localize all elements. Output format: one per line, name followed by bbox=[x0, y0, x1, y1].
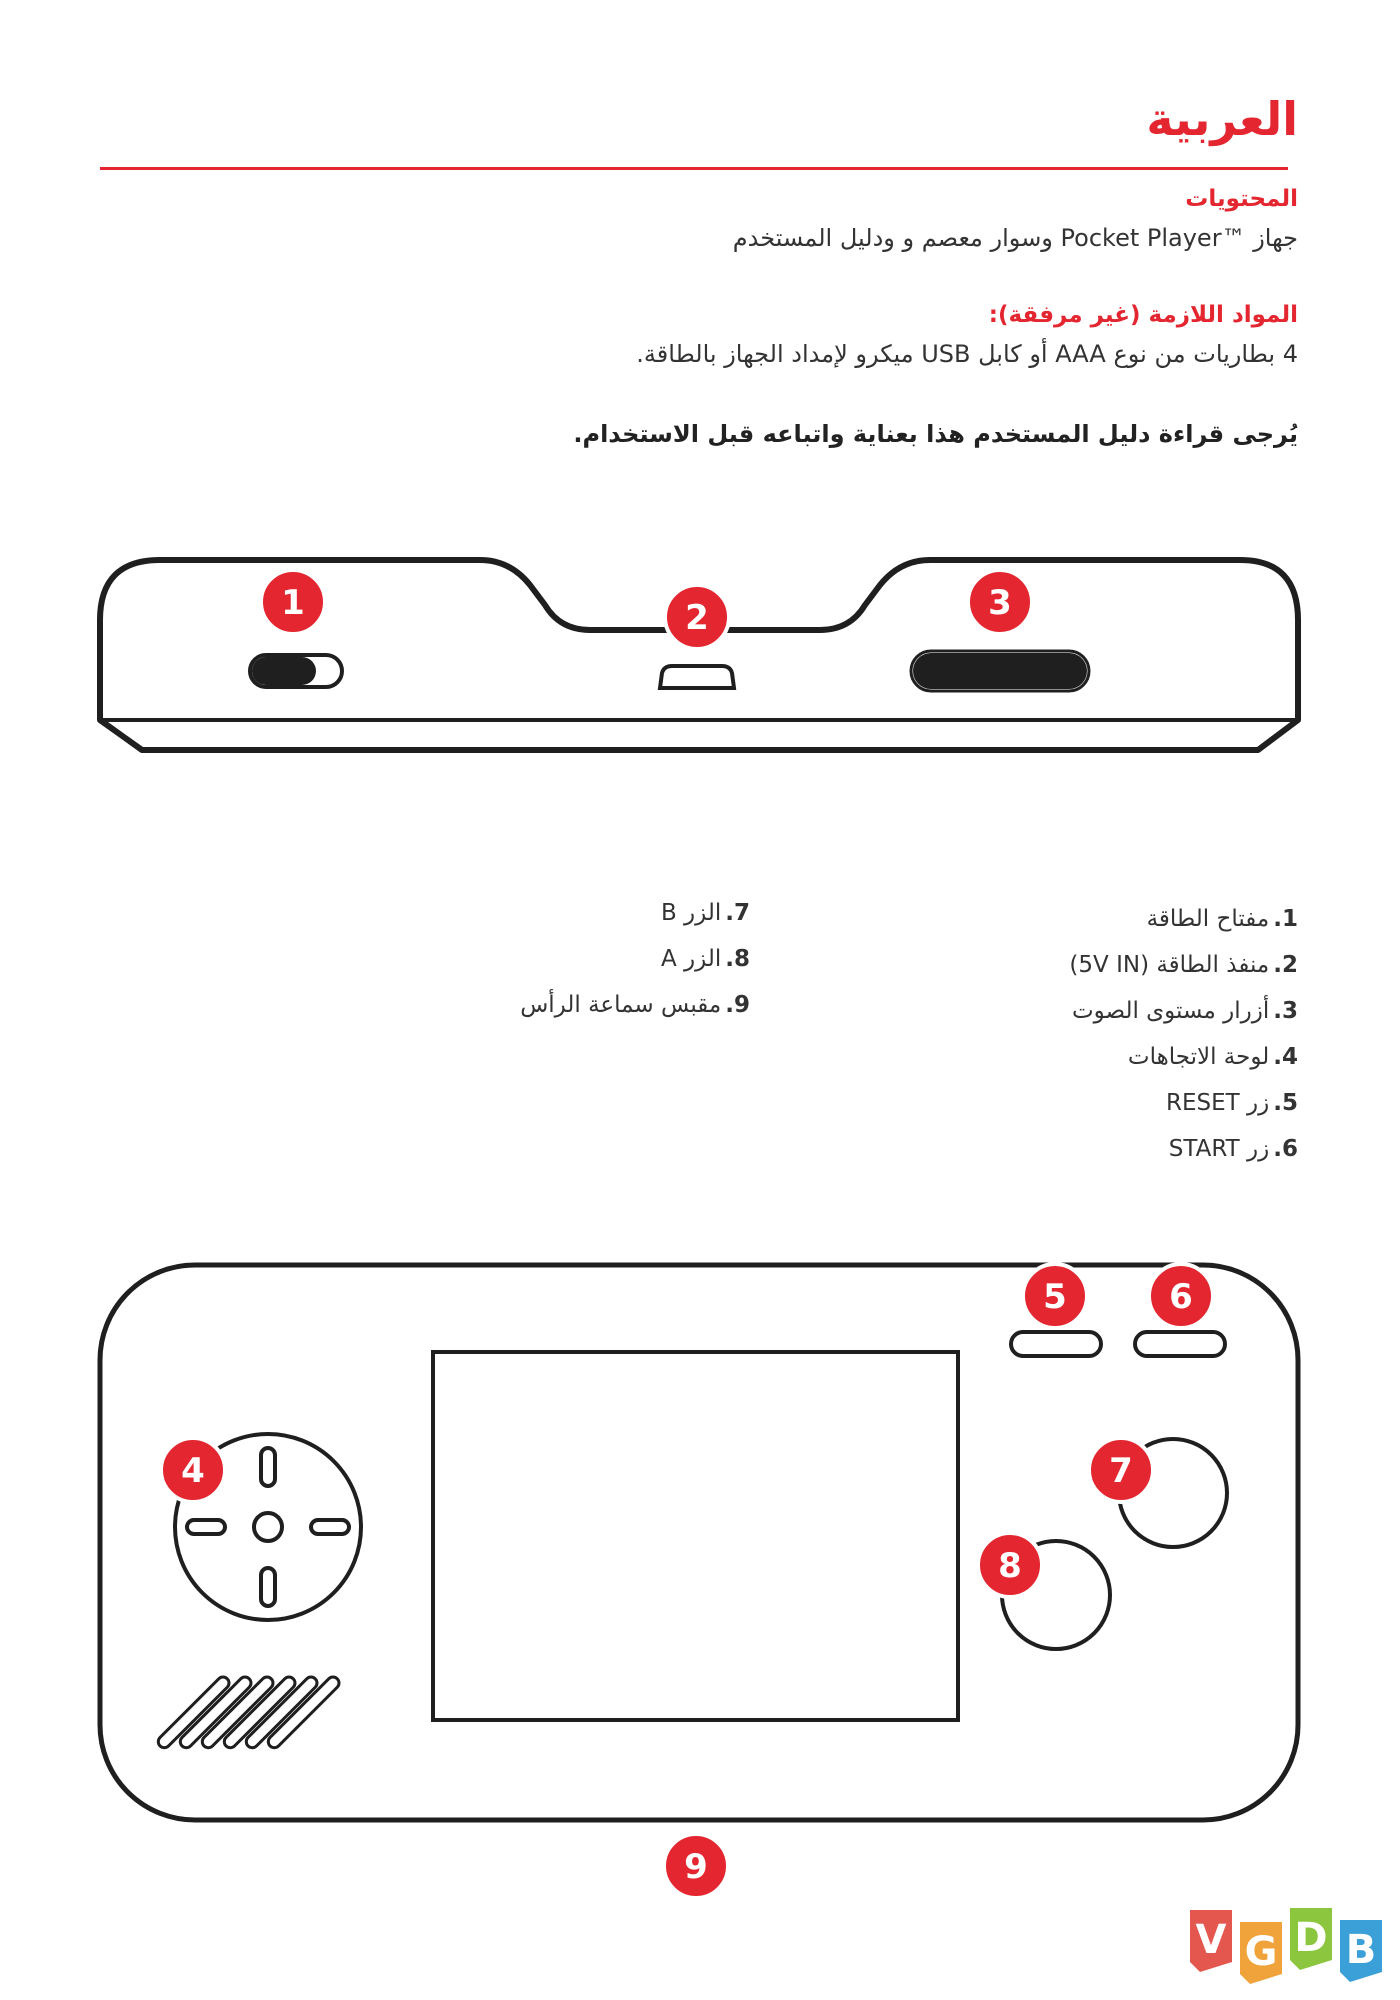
callout-9 bbox=[664, 1834, 728, 1898]
screen bbox=[433, 1352, 958, 1720]
callout-5-label: 5 bbox=[1043, 1277, 1067, 1317]
language-title: العربية bbox=[1146, 92, 1298, 146]
legend-item bbox=[520, 890, 750, 936]
materials-text: 4 بطاريات من نوع AAA أو كابل USB ميكرو لإمداد الجهاز بالطاقة. bbox=[636, 340, 1298, 368]
legend-item bbox=[1069, 1126, 1298, 1172]
reading-notice: يُرجى قراءة دليل المستخدم هذا بعناية واتباعه قبل الاستخدام. bbox=[573, 420, 1298, 448]
legend-label: زر RESET bbox=[1166, 1090, 1270, 1116]
legend-num: 5. bbox=[1273, 1090, 1298, 1116]
callout-8-label: 8 bbox=[998, 1546, 1022, 1586]
legend-label: مفتاح الطاقة bbox=[1146, 906, 1270, 932]
vgdb-watermark bbox=[1190, 1908, 1382, 1984]
legend-label: زر START bbox=[1168, 1136, 1270, 1162]
callout-2-label: 2 bbox=[685, 598, 709, 638]
legend-label: أزرار مستوى الصوت bbox=[1071, 998, 1270, 1024]
front-view-diagram bbox=[100, 1264, 1298, 1898]
legend-label: الزر A bbox=[660, 946, 722, 972]
legend-item bbox=[520, 936, 750, 982]
legend-label: لوحة الاتجاهات bbox=[1127, 1044, 1270, 1070]
legend-item bbox=[1069, 942, 1298, 988]
watermark-letter-v: V bbox=[1195, 1917, 1227, 1963]
top-edge-diagram bbox=[100, 560, 1298, 750]
callout-1-label: 1 bbox=[281, 583, 305, 623]
watermark-letter-g: G bbox=[1244, 1929, 1278, 1975]
usb-port bbox=[660, 666, 734, 688]
legend-label: مقبس سماعة الرأس bbox=[520, 992, 722, 1018]
legend-num: 4. bbox=[1273, 1044, 1298, 1070]
callout-7-label: 7 bbox=[1109, 1451, 1133, 1491]
contents-text: جهاز ™Pocket Player وسوار معصم و ودليل المستخدم bbox=[732, 224, 1298, 252]
legend-num: 7. bbox=[725, 900, 750, 926]
volume-buttons bbox=[915, 655, 1085, 687]
legend-right-column bbox=[1069, 896, 1298, 1172]
callout-7 bbox=[1089, 1438, 1153, 1502]
legend-label: الزر B bbox=[660, 900, 722, 926]
callout-3-label: 3 bbox=[988, 583, 1012, 623]
legend-item bbox=[520, 982, 750, 1028]
legend-item bbox=[1069, 896, 1298, 942]
materials-heading: المواد اللازمة (غير مرفقة): bbox=[988, 302, 1298, 328]
legend-num: 2. bbox=[1273, 952, 1298, 978]
start-button bbox=[1135, 1332, 1225, 1356]
legend-num: 8. bbox=[725, 946, 750, 972]
callout-4-label: 4 bbox=[181, 1451, 205, 1491]
legend-num: 6. bbox=[1273, 1136, 1298, 1162]
legend-num: 9. bbox=[725, 992, 750, 1018]
callout-6 bbox=[1149, 1264, 1213, 1328]
callout-8 bbox=[978, 1533, 1042, 1597]
callout-1 bbox=[261, 570, 325, 634]
watermark-letter-b: B bbox=[1345, 1927, 1377, 1973]
legend-item bbox=[1069, 1034, 1298, 1080]
callout-3 bbox=[968, 570, 1032, 634]
legend-item bbox=[1069, 988, 1298, 1034]
reset-button bbox=[1011, 1332, 1101, 1356]
callout-6-label: 6 bbox=[1169, 1277, 1193, 1317]
watermark-letter-d: D bbox=[1294, 1915, 1328, 1961]
callout-5 bbox=[1023, 1264, 1087, 1328]
legend-left-column bbox=[520, 890, 750, 1028]
contents-heading: المحتويات bbox=[1185, 186, 1298, 212]
legend-label: منفذ الطاقة (5V IN) bbox=[1069, 952, 1270, 978]
callout-2 bbox=[665, 585, 729, 649]
callout-9-label: 9 bbox=[684, 1847, 708, 1887]
power-switch-knob bbox=[252, 657, 316, 685]
legend-num: 1. bbox=[1273, 906, 1298, 932]
legend-item bbox=[1069, 1080, 1298, 1126]
legend-num: 3. bbox=[1273, 998, 1298, 1024]
callout-4 bbox=[161, 1438, 225, 1502]
